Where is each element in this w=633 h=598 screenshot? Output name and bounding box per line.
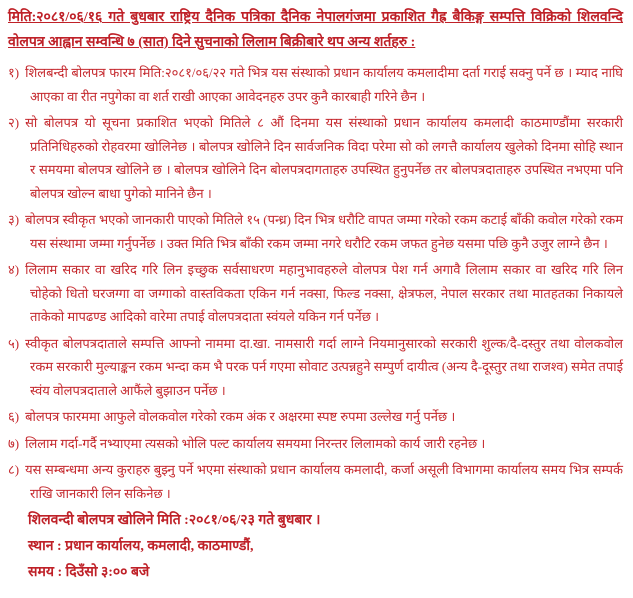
notice-footer xyxy=(8,508,623,586)
list-item-number: ५) xyxy=(8,335,20,351)
bid-opening-time: समय : दिउँसो ३:०० बजे xyxy=(28,565,150,580)
list-item-number: १) xyxy=(8,65,20,80)
list-item-number: ३) xyxy=(8,212,20,227)
list-item-number: ४) xyxy=(8,262,20,277)
list-item-text: यस सम्बन्धमा अन्य कुराहरु बुझ्नु पर्ने भएमा संस्थाको प्रधान कार्यालय कमलादी, कर्जा असूली विभागमा कार्यालय समय भित्र सम्पर्क राखि जानकारी लिन सकिनेछ । xyxy=(25,462,623,501)
list-item-text: सो बोलपत्र यो सूचना प्रकाशित भएको मितिले ८ औं दिनमा यस संस्थाको प्रधान कार्यालय कमलादी काठमाण्डौंमा सरकारी प्रतिनिधिहरुको रोहवरमा खोलिनेछ । बोलपत्र खोलिने दिन सार्वजनिक विदा परेमा सो को लगत्तै कार्यालय खुलेको दिनमा सोहि स्थान र समयमा बोलपत्र खोलिने छ । बोलपत्र खोलिने दिन बोलपत्रदागताहरु उपस्थित हुनुपर्नेछ तर बोलपत्रदाताहरु उपस्थित नभएमा पनि बोलपत्र खोल्न बाधा पुगेको मानिने छैन । xyxy=(25,115,623,201)
list-item-text: लिलाम सकार वा खरिद गरि लिन इच्छुक सर्वसाधरण महानुभावहरुले वोलपत्र पेश गर्न अगावै लिलाम सकार वा खरिद गरि लिन चोहेको धितो घरजग्गा वा जग्गाको वास्तविकता एकिन गर्न नक्सा, फिल्ड नक्सा, क्षेत्रफल, नेपाल सरकार तथा मातहतका निकायले ताकेको मापढण्ड आदिको वारेमा तपाई वोलपत्रदाता स्वंयले यकिन गर्न पर्नेछ । xyxy=(25,262,623,324)
list-item-number: ७) xyxy=(8,435,20,451)
list-item xyxy=(8,61,623,108)
list-item xyxy=(8,405,623,429)
list-item-text: बोलपत्र स्वीकृत भएको जानकारी पाएको मितिले १५ (पन्ध्र) दिन भित्र धरौटि वापत जम्मा गरेको रकम कटाई बाँकी कवोल गरेको रकम यस संस्थामा जम्मा गर्नुपर्नेछ । उक्त मिति भित्र बाँकी रकम जम्मा नगरे धरौटि रकम जफत हुनेछ यसमा पछि कुनै उजुर लाग्ने छैन । xyxy=(25,212,623,251)
list-item-number: २) xyxy=(8,115,20,130)
list-item xyxy=(8,208,623,255)
bid-opening-date: शिलवन्दी बोलपत्र खोलिने मिति :२०८१/०६/२३ गते बुधबार । xyxy=(28,513,321,528)
list-item xyxy=(8,258,623,329)
list-item xyxy=(8,458,623,505)
list-item xyxy=(8,332,623,403)
list-item xyxy=(8,111,623,205)
terms-list xyxy=(8,61,623,505)
notice-title: मिति:२०८१/०६/१६ गते बुधबार राष्ट्रिय दैनिक पत्रिका दैनिक नेपालगंजमा प्रकाशित गैह्र बैकिङ्ग सम्पत्ति विक्रिको शिलवन्दि वोलपत्र आह्वान सम्वन्धि ७ (सात) दिने सुचनाको लिलाम बिक्रीबारे थप अन्य शर्तहरु : xyxy=(8,10,623,50)
list-item-text: स्वीकृत बोलपत्रदाताले सम्पत्ति आफ्नो नाममा दा.खा. नामसारी गर्दा लाग्ने नियमानुसारको सरकारी शुल्क/दै-दस्तुर तथा वोलकवोल रकम सरकारी मुल्याङ्कन रकम भन्दा कम भै परक पर्न गएमा सोवाट उत्पन्नहुने सम्पुर्ण दायीत्व (अन्य दै-दूस्तुर तथा राजश्व) समेत तपाई स्वंय वोलपत्रदाताले आफैंले बुझाउन पर्नेछ । xyxy=(25,335,623,398)
list-item-number: ६) xyxy=(8,409,20,424)
list-item-number: ८) xyxy=(8,462,20,477)
list-item xyxy=(8,432,623,456)
list-item-text: बोलपत्र फारममा आफुले वोलकवोल गरेको रकम अंक र अक्षरमा स्पष्ट रुपमा उल्लेख गर्नु पर्नेछ । xyxy=(25,409,456,424)
bid-opening-place: स्थान : प्रधान कार्यालय, कमलादी, काठमाण्डौं, xyxy=(28,539,254,554)
list-item-text: लिलाम गर्दा-गर्दै नभ्याएमा त्यसको भोलि पल्ट कार्यालय समयमा निरन्तर लिलामको कार्य जारी रहनेछ । xyxy=(25,435,486,451)
list-item-text: शिलबन्दी बोलपत्र फारम मिति:२०८१/०६/२२ गते भित्र यस संस्थाको प्रधान कार्यालय कमलादीमा दर्ता गराई सक्नु पर्ने छ । म्याद नाघि आएका वा रीत नपुगेका वा शर्त राखी आएका आवेदनहरु उपर कुनै कारबाही गरिने छैन । xyxy=(25,65,623,104)
